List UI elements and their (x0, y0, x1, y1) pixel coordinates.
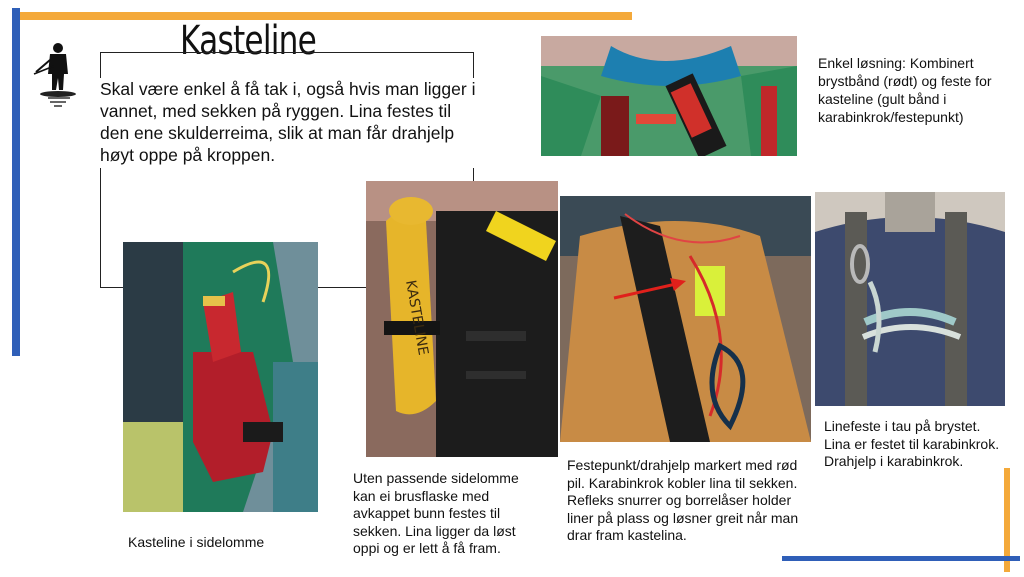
caption-chest-rope: Linefeste i tau på brystet. Lina er festet til karabinkrok. Drahjelp i karabinkrok. (824, 418, 1000, 469)
photo-side-pocket (123, 242, 318, 512)
top-orange-bar (14, 12, 632, 20)
wading-person-icon (30, 40, 86, 112)
caption-side-pocket: Kasteline i sidelomme (128, 534, 265, 550)
red-arrow-marker (612, 274, 692, 304)
bottom-blue-bar (782, 556, 1020, 561)
caption-bottle: Uten passende sidelomme kan ei brusflaske med avkappet bunn festes til sekken. Lina ligger da løst oppi og er lett å få fram. (353, 470, 519, 556)
photo-chest-rope (815, 192, 1005, 406)
svg-text:KASTELINE: KASTELINE (402, 278, 432, 357)
left-blue-bar (12, 8, 20, 356)
intro-text: Skal være enkel å få tak i, også hvis man ligger i vannet, med sekken på ryggen. Lina festes til den ene skulderreima, slik at man får drahjelp høyt oppe på kroppen. (100, 78, 480, 168)
photo-chest-strap (541, 36, 797, 156)
caption-top-right: Enkel løsning: Kombinert brystbånd (rødt) og feste for kasteline (gult bånd i karabinkrok/festepunkt) (818, 55, 992, 125)
slide-title: Kasteline (180, 18, 317, 64)
caption-attach-point: Festepunkt/drahjelp markert med rød pil. Karabinkrok kobler lina til sekken. Refleks snurrer og borrelåser holder liner på plass og løsner greit når man drar fram kastelina. (567, 457, 799, 543)
photo-bottle (366, 181, 558, 457)
photo-attach-point (560, 196, 811, 442)
